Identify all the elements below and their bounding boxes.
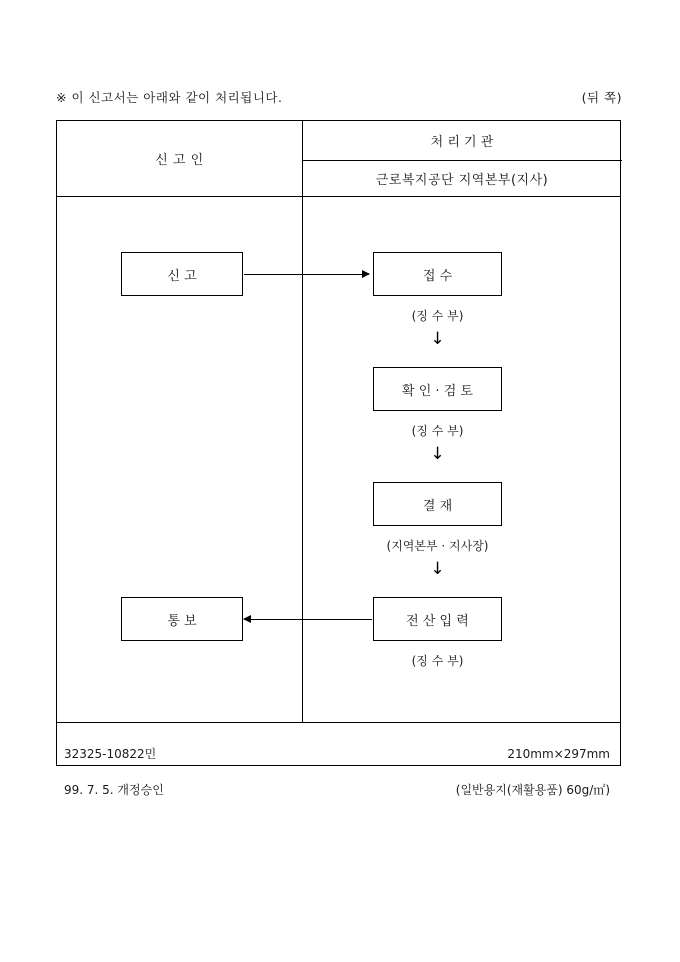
footer-left <box>64 727 164 799</box>
revision-date: 99. 7. 5. 개정승인 <box>64 783 164 797</box>
form-footer <box>57 723 620 797</box>
header-processing-agency: 처 리 기 관 <box>430 135 494 150</box>
paper-spec-unit: ㎡ <box>593 783 606 797</box>
header-agency-branch: 근로복지공단 지역본부(지사) <box>375 173 549 188</box>
header-divider-full <box>57 196 620 197</box>
paper-spec-end: ) <box>605 783 610 797</box>
paper-size: 210mm×297mm <box>507 747 610 761</box>
caption-receipt: (징 수 부) <box>411 309 464 323</box>
paper-spec-a: (일반용지(재활용품) 60g/ <box>455 783 594 797</box>
arrow-receipt-to-review: ↓ <box>430 329 445 349</box>
arrow-approval-to-data-entry: ↓ <box>430 559 445 579</box>
note-row <box>56 88 622 106</box>
process-flow-table <box>56 120 621 797</box>
flow-box-review: 확 인 · 검 토 <box>373 367 502 411</box>
column-divider <box>302 121 303 722</box>
processing-note: ※ 이 신고서는 아래와 같이 처리됩니다. <box>56 90 283 105</box>
page-side-label: (뒤 쪽) <box>581 90 622 105</box>
flow-box-notify: 통 보 <box>121 597 243 641</box>
caption-approval: (지역본부 · 지사장) <box>386 539 489 553</box>
footer-right <box>456 727 610 799</box>
flow-box-approval: 결 재 <box>373 482 502 526</box>
flow-box-receipt: 접 수 <box>373 252 502 296</box>
flow-box-declaration: 신 고 <box>121 252 243 296</box>
arrow-declaration-to-receipt <box>244 274 369 275</box>
arrow-review-to-approval: ↓ <box>430 444 445 464</box>
caption-review: (징 수 부) <box>411 424 464 438</box>
form-code: 32325-10822민 <box>64 747 157 761</box>
header-declarant: 신 고 인 <box>155 153 204 168</box>
caption-data-entry: (징 수 부) <box>411 654 464 668</box>
arrow-data-entry-to-notify <box>244 619 372 620</box>
flow-box-data-entry: 전 산 입 력 <box>373 597 502 641</box>
